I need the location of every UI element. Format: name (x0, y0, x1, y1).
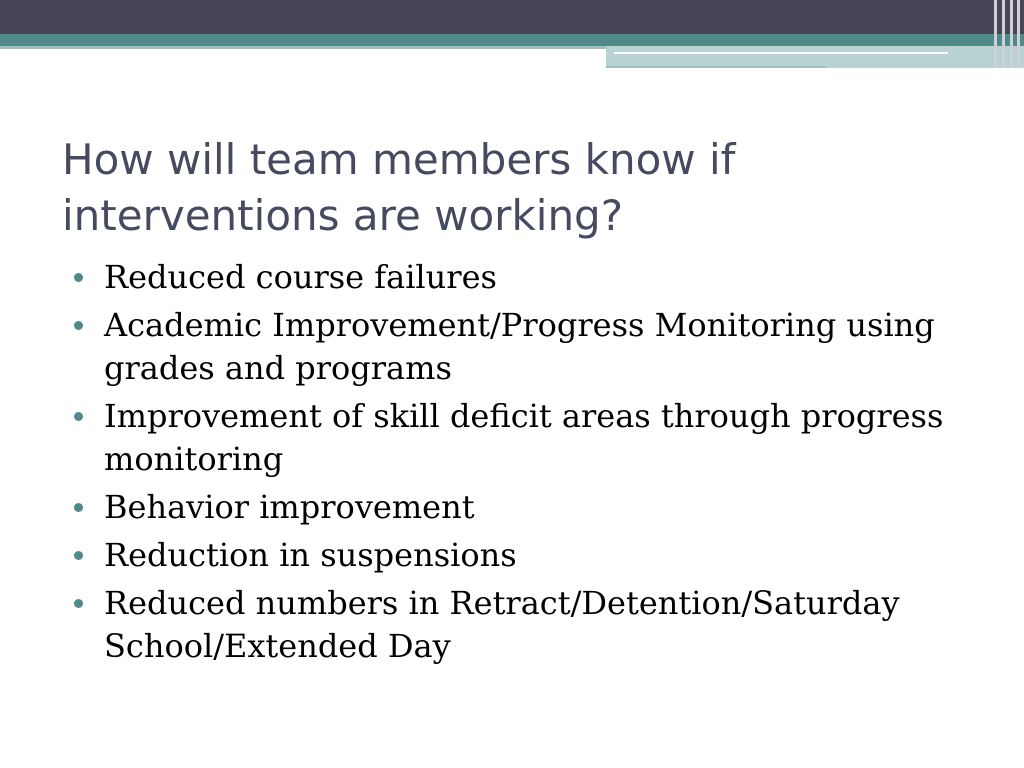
header-stripe (1002, 0, 1005, 68)
bullet-item (74, 395, 954, 481)
bullet-dot-icon (74, 273, 83, 282)
bullet-text: Reduction in suspensions (104, 536, 517, 574)
bullet-text: Improvement of skill deficit areas through progress monitoring (104, 397, 944, 478)
bullet-text: Reduced course failures (104, 258, 497, 296)
bullet-item (74, 486, 954, 529)
bullet-dot-icon (74, 503, 83, 512)
bullet-item (74, 534, 954, 577)
bullet-dot-icon (74, 551, 83, 560)
header-stripe (1017, 0, 1020, 68)
header-stripe (994, 0, 997, 68)
bullet-item (74, 304, 954, 390)
bullet-item (74, 582, 954, 668)
bullet-list (74, 256, 954, 673)
bullet-dot-icon (74, 321, 83, 330)
slide-title: How will team members know if interventions are working? (62, 135, 736, 240)
header-band-teal (0, 34, 1024, 46)
header-band-teal-light (0, 46, 606, 49)
bullet-text: Academic Improvement/Progress Monitoring using grades and programs (104, 306, 935, 387)
bullet-text: Behavior improvement (104, 488, 475, 526)
bullet-dot-icon (74, 412, 83, 421)
header-band-dark (0, 0, 1024, 34)
header-stripe (1010, 0, 1013, 68)
header-right-block (606, 46, 1024, 68)
header-right-inner-line (614, 52, 948, 54)
header-right-line (606, 66, 826, 68)
bullet-item (74, 256, 954, 299)
bullet-text: Reduced numbers in Retract/Detention/Saturday School/Extended Day (104, 584, 900, 665)
bullet-dot-icon (74, 599, 83, 608)
